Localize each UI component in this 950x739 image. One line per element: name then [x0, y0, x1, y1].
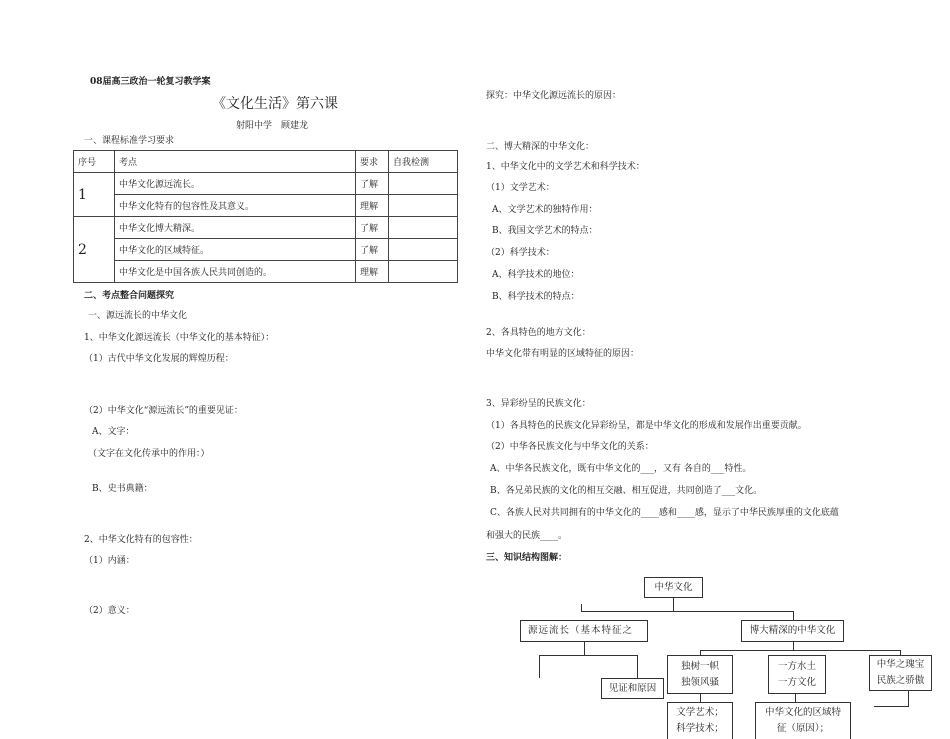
diagram-node-ethnic: 中华之瑰宝 民族之骄傲: [869, 655, 932, 691]
table-cell-req: 理解: [356, 261, 389, 283]
table-header-cell: 自我检测: [389, 151, 458, 173]
diagram-evidence-node: 见证和原因: [601, 678, 664, 699]
table-cell-check: [389, 173, 458, 195]
diagram-right-branch: 博大精深的中华文化: [741, 620, 844, 642]
text-line: （2）科学技术：: [486, 248, 555, 258]
text-line: （文字在文化传承中的作用：）: [88, 449, 210, 459]
diagram-subnode-regional: 中华文化的区域特 征（原因）；: [755, 702, 851, 739]
text-line: A、科学技术的地位：: [492, 270, 580, 280]
section-heading: 一、课程标准学习要求: [84, 136, 175, 146]
series-title: 08届高三政治一轮复习教学案: [90, 77, 211, 87]
requirements-table: [73, 150, 458, 283]
text-line: 和强大的民族____。: [486, 531, 568, 541]
table-row: [74, 261, 458, 283]
section-heading: 三、知识结构图解：: [486, 553, 568, 563]
text-line: B、各兄弟民族的文化的相互交融、相互促进，共同创造了___文化。: [490, 486, 763, 496]
text-line: （2）中华各民族文化与中华文化的关系：: [486, 442, 654, 452]
table-cell-check: [389, 195, 458, 217]
text-line: （1）各具特色的民族文化异彩纷呈，都是中华文化的形成和发展作出重要贡献。: [486, 421, 807, 431]
table-row: [74, 195, 458, 217]
table-header-cell: 要求: [356, 151, 389, 173]
table-row: [74, 239, 458, 261]
table-header-cell: 考点: [115, 151, 356, 173]
text-line: 1、中华文化中的文学艺术和科学技术：: [486, 162, 645, 172]
text-line: B、史书典籍：: [92, 484, 153, 494]
table-cell-check: [389, 239, 458, 261]
text-line: （1）古代中华文化发展的辉煌历程：: [84, 354, 234, 364]
table-cell-req: 了解: [356, 239, 389, 261]
text-line: 二、博大精深的中华文化：: [486, 142, 595, 152]
table-cell-topic: 中华文化源远流长。: [115, 173, 356, 195]
diagram-root-node: 中华文化: [644, 577, 703, 598]
text-line: （1）内涵：: [84, 556, 135, 566]
table-cell-topic: 中华文化的区域特征。: [115, 239, 356, 261]
diagram-node-regional: 一方水土 一方文化: [768, 655, 826, 694]
text-line: （2）意义：: [84, 606, 135, 616]
text-line: （2）中华文化“源远流长”的重要见证：: [84, 406, 243, 416]
text-line: （1）文学艺术：: [486, 183, 555, 193]
author-line: 射阳中学 顾建龙: [236, 121, 309, 131]
text-line: 1、中华文化源远流长（中华文化的基本特征）：: [84, 333, 275, 343]
text-line: 2、各具特色的地方文化：: [486, 328, 591, 338]
table-cell-topic: 中华文化特有的包容性及其意义。: [115, 195, 356, 217]
section-heading: 二、考点整合问题探究: [84, 291, 175, 301]
table-row: [74, 173, 458, 195]
table-cell-check: [389, 217, 458, 239]
row-number: 1: [74, 173, 115, 217]
text-line: 探究：中华文化源远流长的原因：: [486, 91, 622, 101]
text-line: A、中华各民族文化，既有中华文化的___，又有 各自的___特性。: [490, 464, 752, 474]
text-line: 中华文化带有明显的区域特征的原因：: [486, 349, 640, 359]
diagram-node-art-science: 独树一帜 独领风骚: [667, 655, 733, 694]
text-line: B、我国文学艺术的特点：: [492, 226, 598, 236]
diagram-subnode-art-science: 文学艺术； 科学技术；: [667, 702, 733, 739]
table-cell-topic: 中华文化是中国各族人民共同创造的。: [115, 261, 356, 283]
text-line: C、各族人民对共同拥有的中华文化的____感和____感，显示了中华民族厚重的文化底蕴: [490, 508, 839, 518]
table-header-cell: 序号: [74, 151, 115, 173]
lesson-title: 《文化生活》第六课: [212, 96, 338, 112]
text-line: B、科学技术的特点：: [492, 292, 580, 302]
text-line: A、文字：: [92, 427, 135, 437]
text-line: A、文学艺术的独特作用：: [492, 205, 598, 215]
table-cell-req: 理解: [356, 195, 389, 217]
text-line: 2、中华文化特有的包容性：: [84, 535, 198, 545]
table-cell-check: [389, 261, 458, 283]
text-line: 一、源远流长的中华文化: [88, 311, 188, 321]
table-cell-topic: 中华文化博大精深。: [115, 217, 356, 239]
text-line: 3、异彩纷呈的民族文化：: [486, 399, 591, 409]
table-row: [74, 217, 458, 239]
diagram-left-branch: 源远流长（基本特征之: [520, 620, 648, 642]
row-number: 2: [74, 217, 115, 283]
table-cell-req: 了解: [356, 217, 389, 239]
table-header-row: [74, 151, 458, 173]
table-cell-req: 了解: [356, 173, 389, 195]
